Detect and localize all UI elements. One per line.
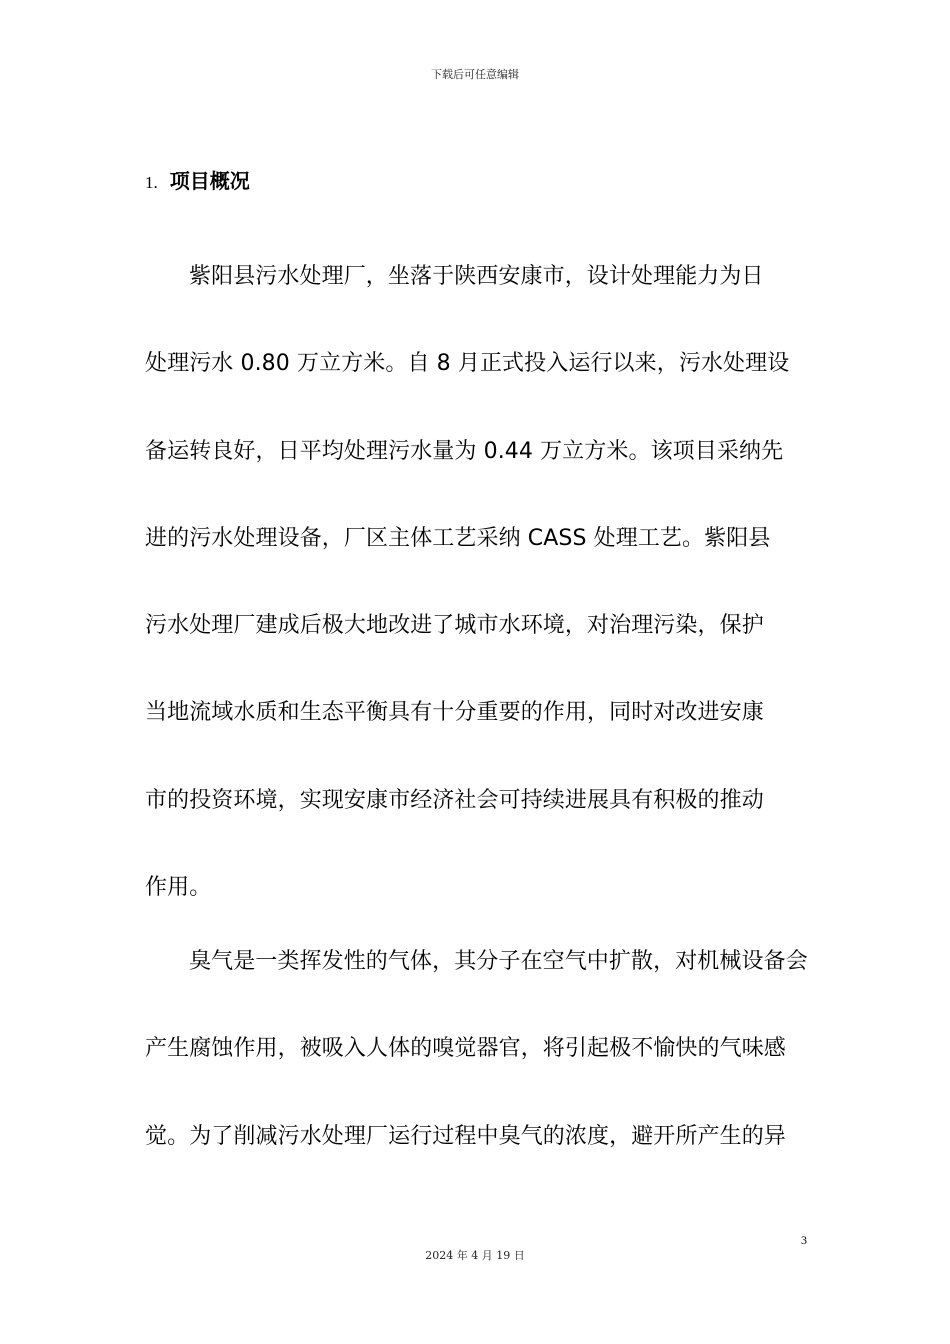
section-title: 项目概况	[169, 169, 250, 193]
paragraph-line: 备运转良好，日平均处理污水量为 0.44 万立方米。该项目采纳先	[145, 438, 784, 464]
paragraph-odor	[145, 918, 810, 1180]
paragraph-line: 当地流域水质和生态平衡具有十分重要的作用，同时对改进安康	[145, 700, 764, 726]
paragraph-line: 处理污水 0.80 万立方米。自 8 月正式投入运行以来，污水处理设	[145, 351, 790, 377]
paragraph-line: 臭气是一类挥发性的气体，其分子在空气中扩散，对机械设备会	[189, 949, 808, 974]
header-note: 下载后可任意编辑	[431, 68, 519, 81]
paragraph-line: 进的污水处理设备，厂区主体工艺采纳 CASS 处理工艺。紫阳县	[145, 525, 771, 551]
paragraph-line: 作用。	[145, 875, 212, 901]
paragraph-line: 污水处理厂建成后极大地改进了城市水环境，对治理污染，保护	[145, 613, 764, 639]
footer-date: 2024 年 4 月 19 日	[425, 1249, 525, 1262]
paragraph-line: 觉。为了削减污水处理厂运行过程中臭气的浓度，避开所产生的异	[145, 1123, 786, 1149]
paragraph-line: 产生腐蚀作用，被吸入人体的嗅觉器官，将引起极不愉快的气味感	[145, 1036, 786, 1062]
paragraph-line: 紫阳县污水处理厂，坐落于陕西安康市，设计处理能力为日	[189, 264, 764, 289]
paragraph-project-overview	[145, 233, 810, 931]
section-number: 1.	[145, 173, 158, 192]
paragraph-line: 市的投资环境，实现安康市经济社会可持续进展具有积极的推动	[145, 787, 764, 813]
section-heading	[145, 165, 250, 194]
page-number: 3	[801, 1233, 807, 1247]
